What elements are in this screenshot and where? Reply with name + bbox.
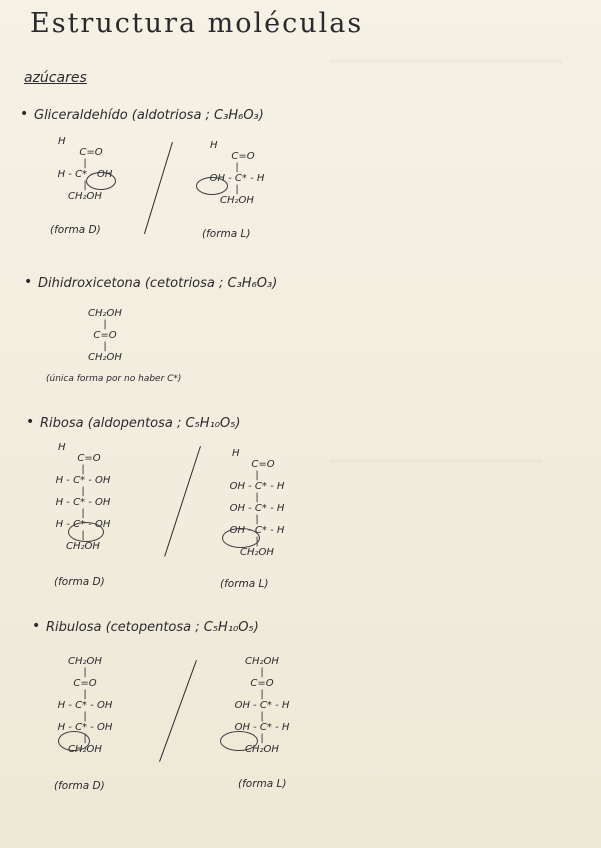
- molecule-line: CH₂OH: [68, 656, 102, 667]
- molecule-line: H: [232, 448, 240, 459]
- bond-line: |: [255, 514, 259, 525]
- bond-line: |: [255, 492, 259, 503]
- molecule-line: C=O: [231, 151, 255, 162]
- oh-group-highlight: [220, 731, 258, 751]
- bleed-through-mark: [330, 460, 542, 463]
- molecule-line: CH₂OH: [66, 541, 100, 552]
- bond-line: |: [260, 711, 264, 722]
- sugar-heading-ribosa: Ribosa (aldopentosa ; C₅H₁₀O₅): [40, 416, 241, 431]
- molecule-line: H - C* - OH: [55, 475, 111, 486]
- molecule-line: CH₂OH: [220, 195, 254, 206]
- bond-line: |: [260, 733, 264, 744]
- molecule-line: CH₂OH: [88, 352, 122, 363]
- form-caption: (única forma por no haber C*): [46, 374, 182, 384]
- bond-line: |: [255, 470, 259, 481]
- molecule-line: CH₂OH: [245, 744, 279, 755]
- bond-line: |: [81, 486, 85, 497]
- molecule-line: H - C* - OH: [57, 169, 113, 180]
- molecule-line: H - C* - OH: [55, 519, 111, 530]
- bleed-through-mark: [330, 60, 562, 63]
- sugar-heading-gliceraldehido: Gliceraldehído (aldotriosa ; C₃H₆O₃): [34, 108, 264, 123]
- bond-line: |: [83, 667, 87, 678]
- molecule-line: H: [58, 442, 66, 453]
- bullet-icon: •: [32, 618, 41, 634]
- oh-group-highlight: [196, 177, 228, 195]
- oh-group-highlight: [222, 528, 260, 548]
- form-caption: (forma D): [50, 224, 101, 236]
- bond-line: |: [255, 536, 259, 547]
- molecule-line: H - C* - OH: [57, 700, 113, 711]
- molecule-line: OH - C* - H: [234, 722, 290, 733]
- bullet-icon: •: [26, 414, 35, 430]
- bond-line: |: [81, 464, 85, 475]
- molecule-line: H: [58, 136, 66, 147]
- bond-line: |: [81, 508, 85, 519]
- molecule-line: OH - C* - H: [209, 173, 265, 184]
- bond-line: |: [235, 184, 239, 195]
- bond-line: |: [103, 319, 107, 330]
- molecule-line: CH₂OH: [68, 744, 102, 755]
- form-caption: (forma D): [54, 780, 105, 792]
- sugar-heading-dihidroxicetona: Dihidroxicetona (cetotriosa ; C₃H₆O₃): [38, 276, 278, 291]
- oh-group-highlight: [86, 172, 116, 190]
- molecule-line: C=O: [251, 459, 275, 470]
- molecule-line: H - C* - OH: [55, 497, 111, 508]
- molecule-line: OH - C* - H: [229, 481, 285, 492]
- h-group-highlight: [58, 731, 90, 751]
- bond-line: |: [235, 162, 239, 173]
- molecule-line: C=O: [93, 330, 117, 341]
- form-caption: (forma L): [220, 578, 269, 590]
- form-caption: (forma L): [202, 228, 251, 240]
- molecule-line: C=O: [250, 678, 274, 689]
- form-caption: (forma D): [54, 576, 105, 588]
- page-title: Estructura moléculas: [30, 8, 364, 39]
- molecule-gliceraldehido-d: [40, 136, 130, 202]
- bond-line: |: [83, 689, 87, 700]
- molecule-line: CH₂OH: [88, 308, 122, 319]
- molecule-line: CH₂OH: [245, 656, 279, 667]
- bond-line: |: [81, 530, 85, 541]
- molecule-line: CH₂OH: [240, 547, 274, 558]
- bond-line: |: [83, 733, 87, 744]
- bond-line: |: [260, 689, 264, 700]
- molecule-line: OH - C* - H: [229, 503, 285, 514]
- sugar-heading-ribulosa: Ribulosa (cetopentosa ; C₅H₁₀O₅): [46, 620, 259, 635]
- oh-group-highlight: [68, 522, 104, 542]
- bullet-icon: •: [20, 106, 29, 122]
- bond-line: |: [83, 180, 87, 191]
- molecule-line: OH - C* - H: [234, 700, 290, 711]
- molecule-line: H - C* - OH: [57, 722, 113, 733]
- molecule-line: OH - C* - H: [229, 525, 285, 536]
- section-heading-azucares: azúcares: [24, 70, 87, 86]
- bond-line: |: [83, 711, 87, 722]
- form-caption: (forma L): [238, 778, 287, 790]
- molecule-line: C=O: [77, 453, 101, 464]
- bullet-icon: •: [24, 274, 33, 290]
- bond-line: |: [103, 341, 107, 352]
- bond-line: |: [83, 158, 87, 169]
- molecule-dihidroxicetona: [60, 308, 150, 363]
- molecule-gliceraldehido-l: [192, 140, 282, 206]
- molecule-line: C=O: [79, 147, 103, 158]
- bond-line: |: [260, 667, 264, 678]
- molecule-line: C=O: [73, 678, 97, 689]
- molecule-line: H: [210, 140, 218, 151]
- molecule-line: CH₂OH: [68, 191, 102, 202]
